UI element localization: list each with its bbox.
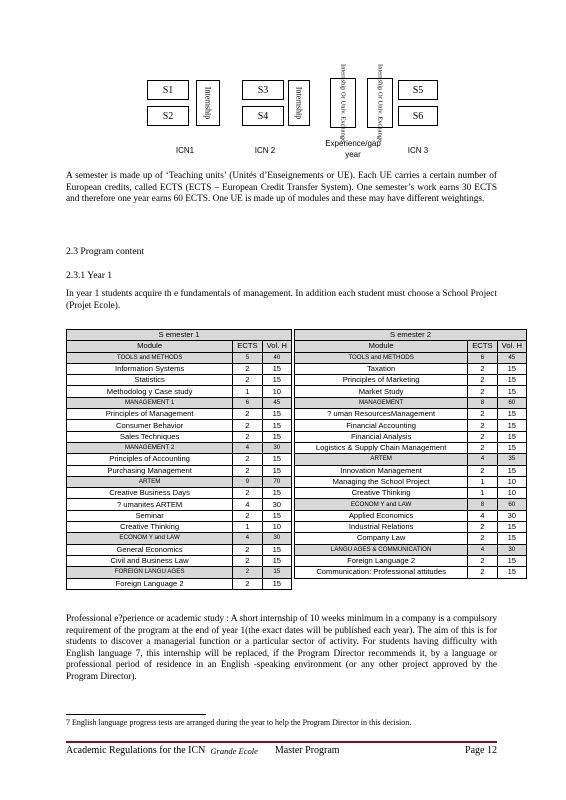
exchange-box-1: Internship Or Univ. Exchange bbox=[330, 78, 356, 128]
module-ects: 2 bbox=[233, 375, 262, 386]
module-hours: 45 bbox=[262, 397, 291, 408]
module-ects: 2 bbox=[468, 386, 497, 397]
module-name: TOOLS and METHODS bbox=[67, 352, 233, 363]
module-name: ? umanites ARTEM bbox=[67, 499, 233, 510]
module-hours: 30 bbox=[497, 544, 526, 555]
module-name: ECONOM Y and LAW bbox=[67, 533, 233, 544]
semester-box-s5: S5 bbox=[398, 80, 438, 100]
module-hours: 15 bbox=[497, 375, 526, 386]
semester-box-s1: S1 bbox=[147, 80, 189, 100]
module-name: Creative Business Days bbox=[67, 488, 233, 499]
semester-box-s3: S3 bbox=[242, 80, 284, 100]
module-hours: 15 bbox=[497, 522, 526, 533]
module-hours: 15 bbox=[262, 363, 291, 374]
module-hours: 15 bbox=[262, 375, 291, 386]
module-row bbox=[295, 488, 527, 499]
module-ects: 1 bbox=[233, 522, 262, 533]
module-name: Foreign Language 2 bbox=[67, 578, 233, 589]
semester-box-s4: S4 bbox=[242, 106, 284, 126]
module-name: Methodolog y Case study bbox=[67, 386, 233, 397]
module-ects: 9 bbox=[233, 476, 262, 487]
module-ects: 2 bbox=[233, 454, 262, 465]
section-heading-2-3-1: 2.3.1 Year 1 bbox=[66, 270, 113, 281]
module-ects: 4 bbox=[233, 499, 262, 510]
module-name: Information Systems bbox=[67, 363, 233, 374]
module-name: FOREIGN LANGU AGES bbox=[67, 567, 233, 578]
exchange-box-2: Internship Or Univ. Exchange bbox=[367, 78, 393, 128]
module-row bbox=[67, 409, 292, 420]
module-row bbox=[295, 454, 527, 465]
module-name: Logistics & Supply Chain Management bbox=[295, 442, 468, 453]
module-hours: 15 bbox=[497, 533, 526, 544]
module-row bbox=[67, 488, 292, 499]
module-ects: 2 bbox=[233, 555, 262, 566]
module-name: Innovation Management bbox=[295, 465, 468, 476]
module-ects: 1 bbox=[468, 488, 497, 499]
semester1-header-row bbox=[67, 341, 292, 352]
module-row bbox=[295, 420, 527, 431]
module-hours: 10 bbox=[497, 488, 526, 499]
module-name: Market Study bbox=[295, 386, 468, 397]
semester-box-s2: S2 bbox=[147, 106, 189, 126]
module-name: TOOLS and METHODS bbox=[295, 352, 468, 363]
semester2-title: S emester 2 bbox=[295, 330, 527, 341]
module-name: LANGU AGES & COMMUNICATION bbox=[295, 544, 468, 555]
module-hours: 15 bbox=[262, 409, 291, 420]
module-hours: 15 bbox=[497, 442, 526, 453]
footnote-rule bbox=[66, 714, 206, 715]
module-row bbox=[67, 544, 292, 555]
module-row bbox=[67, 522, 292, 533]
label-experience: Experience/gap year bbox=[325, 139, 381, 159]
module-ects: 2 bbox=[468, 522, 497, 533]
col-ects: ECTS bbox=[468, 341, 497, 352]
module-row bbox=[67, 397, 292, 408]
module-ects: 4 bbox=[468, 454, 497, 465]
label-icn2: ICN 2 bbox=[254, 146, 276, 155]
module-row bbox=[67, 352, 292, 363]
module-hours: 15 bbox=[497, 420, 526, 431]
module-ects: 4 bbox=[468, 544, 497, 555]
module-name: MANAGEMENT 2 bbox=[67, 442, 233, 453]
module-name: Principles of Marketing bbox=[295, 375, 468, 386]
module-ects: 2 bbox=[468, 442, 497, 453]
module-ects: 1 bbox=[233, 386, 262, 397]
module-hours: 15 bbox=[262, 510, 291, 521]
module-name: MANAGEMENT 1 bbox=[67, 397, 233, 408]
footer-program: Master Program bbox=[274, 745, 340, 756]
module-hours: 30 bbox=[262, 499, 291, 510]
module-hours: 15 bbox=[262, 555, 291, 566]
module-hours: 35 bbox=[497, 454, 526, 465]
module-row bbox=[295, 397, 527, 408]
module-row bbox=[295, 567, 527, 578]
module-row bbox=[295, 465, 527, 476]
paragraph-internship: Professional e?perience or academic study : A short internship of 10 weeks minimum in a company is a compulsory requirement of the program at the end of year 1(the exact dates will be published each year). The aim of this is for students to discover a managerial function or a particular sector of activity. For students having difficulty with English language 7, this internship will be replaced, if the Program Director recommends it, by a language or professional period of residence in an English -speaking environment (or any other project approved by the Program Director). bbox=[66, 614, 497, 682]
module-hours: 15 bbox=[262, 465, 291, 476]
module-hours: 10 bbox=[497, 476, 526, 487]
module-hours: 30 bbox=[497, 510, 526, 521]
module-row bbox=[67, 420, 292, 431]
module-ects: 5 bbox=[233, 352, 262, 363]
module-row bbox=[67, 375, 292, 386]
module-name: Principles of Accounting bbox=[67, 454, 233, 465]
module-row bbox=[67, 454, 292, 465]
module-ects: 2 bbox=[233, 420, 262, 431]
col-vol: Vol. H bbox=[262, 341, 291, 352]
section-heading-2-3: 2.3 Program content bbox=[66, 246, 145, 257]
module-row bbox=[295, 363, 527, 374]
module-row bbox=[67, 386, 292, 397]
footer-title: Academic Regulations for the ICN bbox=[66, 745, 206, 756]
semester1-title: S emester 1 bbox=[67, 330, 292, 341]
module-row bbox=[295, 442, 527, 453]
module-row bbox=[67, 578, 292, 589]
module-ects: 4 bbox=[233, 442, 262, 453]
module-hours: 15 bbox=[262, 420, 291, 431]
module-row bbox=[67, 442, 292, 453]
footer-italic: Grande Ecole bbox=[210, 746, 258, 756]
module-ects: 4 bbox=[468, 510, 497, 521]
module-name: Sales Techniques bbox=[67, 431, 233, 442]
module-row bbox=[295, 522, 527, 533]
label-icn1: ICN1 bbox=[175, 146, 195, 155]
paragraph-year1: In year 1 students acquire th e fundamentals of management. In addition each student must choose a School Project (Projet Ecole). bbox=[66, 289, 497, 311]
module-ects: 2 bbox=[468, 465, 497, 476]
module-ects: 2 bbox=[233, 465, 262, 476]
module-name: Creative Thinking bbox=[295, 488, 468, 499]
module-ects: 2 bbox=[468, 409, 497, 420]
module-hours: 15 bbox=[262, 431, 291, 442]
module-row bbox=[67, 465, 292, 476]
module-hours: 30 bbox=[262, 533, 291, 544]
col-module: Module bbox=[295, 341, 468, 352]
module-name: ARTEM bbox=[67, 476, 233, 487]
module-ects: 6 bbox=[468, 352, 497, 363]
module-row bbox=[295, 476, 527, 487]
module-name: Foreign Language 2 bbox=[295, 555, 468, 566]
module-row bbox=[295, 555, 527, 566]
module-ects: 4 bbox=[233, 533, 262, 544]
module-row bbox=[295, 544, 527, 555]
module-row bbox=[295, 386, 527, 397]
module-ects: 2 bbox=[468, 533, 497, 544]
col-ects: ECTS bbox=[233, 341, 262, 352]
module-ects: 8 bbox=[468, 499, 497, 510]
module-name: Financial Accounting bbox=[295, 420, 468, 431]
internship-box-2: Internship bbox=[288, 80, 310, 126]
module-ects: 8 bbox=[468, 397, 497, 408]
semester-box-s6: S6 bbox=[398, 106, 438, 126]
module-row bbox=[67, 555, 292, 566]
module-row bbox=[67, 510, 292, 521]
module-ects: 2 bbox=[233, 567, 262, 578]
module-name: Purchasing Management bbox=[67, 465, 233, 476]
module-name: General Economics bbox=[67, 544, 233, 555]
module-name: MANAGEMENT bbox=[295, 397, 468, 408]
module-ects: 2 bbox=[233, 578, 262, 589]
module-name: Civil and Business Law bbox=[67, 555, 233, 566]
page-number: Page 12 bbox=[465, 745, 497, 756]
module-ects: 2 bbox=[468, 567, 497, 578]
module-hours: 15 bbox=[262, 544, 291, 555]
module-hours: 60 bbox=[497, 397, 526, 408]
module-ects: 2 bbox=[468, 555, 497, 566]
module-name: Creative Thinking bbox=[67, 522, 233, 533]
module-hours: 15 bbox=[262, 454, 291, 465]
module-row bbox=[295, 352, 527, 363]
module-hours: 15 bbox=[497, 363, 526, 374]
module-name: Seminar bbox=[67, 510, 233, 521]
module-name: Applied Economics bbox=[295, 510, 468, 521]
module-row bbox=[67, 533, 292, 544]
semester2-title-row bbox=[295, 330, 527, 341]
module-hours: 15 bbox=[262, 488, 291, 499]
module-row bbox=[67, 431, 292, 442]
module-ects: 2 bbox=[468, 431, 497, 442]
module-name: Principles of Management bbox=[67, 409, 233, 420]
module-row bbox=[295, 499, 527, 510]
module-hours: 10 bbox=[262, 522, 291, 533]
module-hours: 30 bbox=[262, 442, 291, 453]
col-module: Module bbox=[67, 341, 233, 352]
module-row bbox=[295, 533, 527, 544]
paragraph-semester: A semester is made up of ‘Teaching units’ (Unités d’Enseignements or UE). Each UE carries a certain number of European credits, called ECTS (ECTS – European Credit Transfer System). One semester’s work earns 30 ECTS and therefore one year earns 60 ECTS. One UE is made up of modules and these may have different weightings. bbox=[66, 171, 497, 205]
module-ects: 2 bbox=[233, 431, 262, 442]
semester2-header-row bbox=[295, 341, 527, 352]
module-hours: 15 bbox=[497, 409, 526, 420]
module-hours: 15 bbox=[497, 555, 526, 566]
module-row bbox=[67, 499, 292, 510]
module-hours: 15 bbox=[497, 465, 526, 476]
module-hours: 40 bbox=[262, 352, 291, 363]
module-hours: 60 bbox=[497, 499, 526, 510]
label-icn3: ICN 3 bbox=[407, 146, 429, 155]
module-name: Taxation bbox=[295, 363, 468, 374]
module-hours: 10 bbox=[262, 386, 291, 397]
module-row bbox=[295, 431, 527, 442]
semester1-table bbox=[66, 329, 292, 590]
module-ects: 2 bbox=[468, 363, 497, 374]
module-hours: 15 bbox=[262, 567, 291, 578]
module-hours: 15 bbox=[497, 431, 526, 442]
module-row bbox=[67, 363, 292, 374]
module-ects: 6 bbox=[233, 397, 262, 408]
module-name: Consumer Behavior bbox=[67, 420, 233, 431]
module-row bbox=[295, 409, 527, 420]
module-ects: 2 bbox=[233, 409, 262, 420]
page-footer bbox=[66, 745, 497, 756]
module-ects: 2 bbox=[468, 420, 497, 431]
module-ects: 1 bbox=[468, 476, 497, 487]
semester1-title-row bbox=[67, 330, 292, 341]
col-vol: Vol. H bbox=[497, 341, 526, 352]
module-hours: 70 bbox=[262, 476, 291, 487]
internship-box-1: Internship bbox=[196, 80, 220, 126]
module-ects: 2 bbox=[233, 363, 262, 374]
module-name: Communication: Professional attitudes bbox=[295, 567, 468, 578]
module-ects: 2 bbox=[233, 510, 262, 521]
module-hours: 15 bbox=[262, 578, 291, 589]
module-name: Industrial Relations bbox=[295, 522, 468, 533]
module-name: ARTEM bbox=[295, 454, 468, 465]
footer-rule bbox=[66, 741, 497, 743]
module-ects: 2 bbox=[233, 544, 262, 555]
module-ects: 2 bbox=[233, 488, 262, 499]
module-row bbox=[67, 476, 292, 487]
module-row bbox=[295, 375, 527, 386]
module-name: ? uman ResourcesManagement bbox=[295, 409, 468, 420]
module-name: Financial Analysis bbox=[295, 431, 468, 442]
semester2-table bbox=[294, 329, 527, 579]
module-hours: 15 bbox=[497, 386, 526, 397]
module-ects: 2 bbox=[468, 375, 497, 386]
module-name: Managing the School Project bbox=[295, 476, 468, 487]
module-hours: 45 bbox=[497, 352, 526, 363]
module-hours: 15 bbox=[497, 567, 526, 578]
module-name: Company Law bbox=[295, 533, 468, 544]
module-row bbox=[67, 567, 292, 578]
module-name: ECONOM Y and LAW bbox=[295, 499, 468, 510]
module-row bbox=[295, 510, 527, 521]
module-name: Statistics bbox=[67, 375, 233, 386]
footnote: 7 English language progress tests are arranged during the year to help the Program Director in this decision. bbox=[66, 718, 412, 727]
